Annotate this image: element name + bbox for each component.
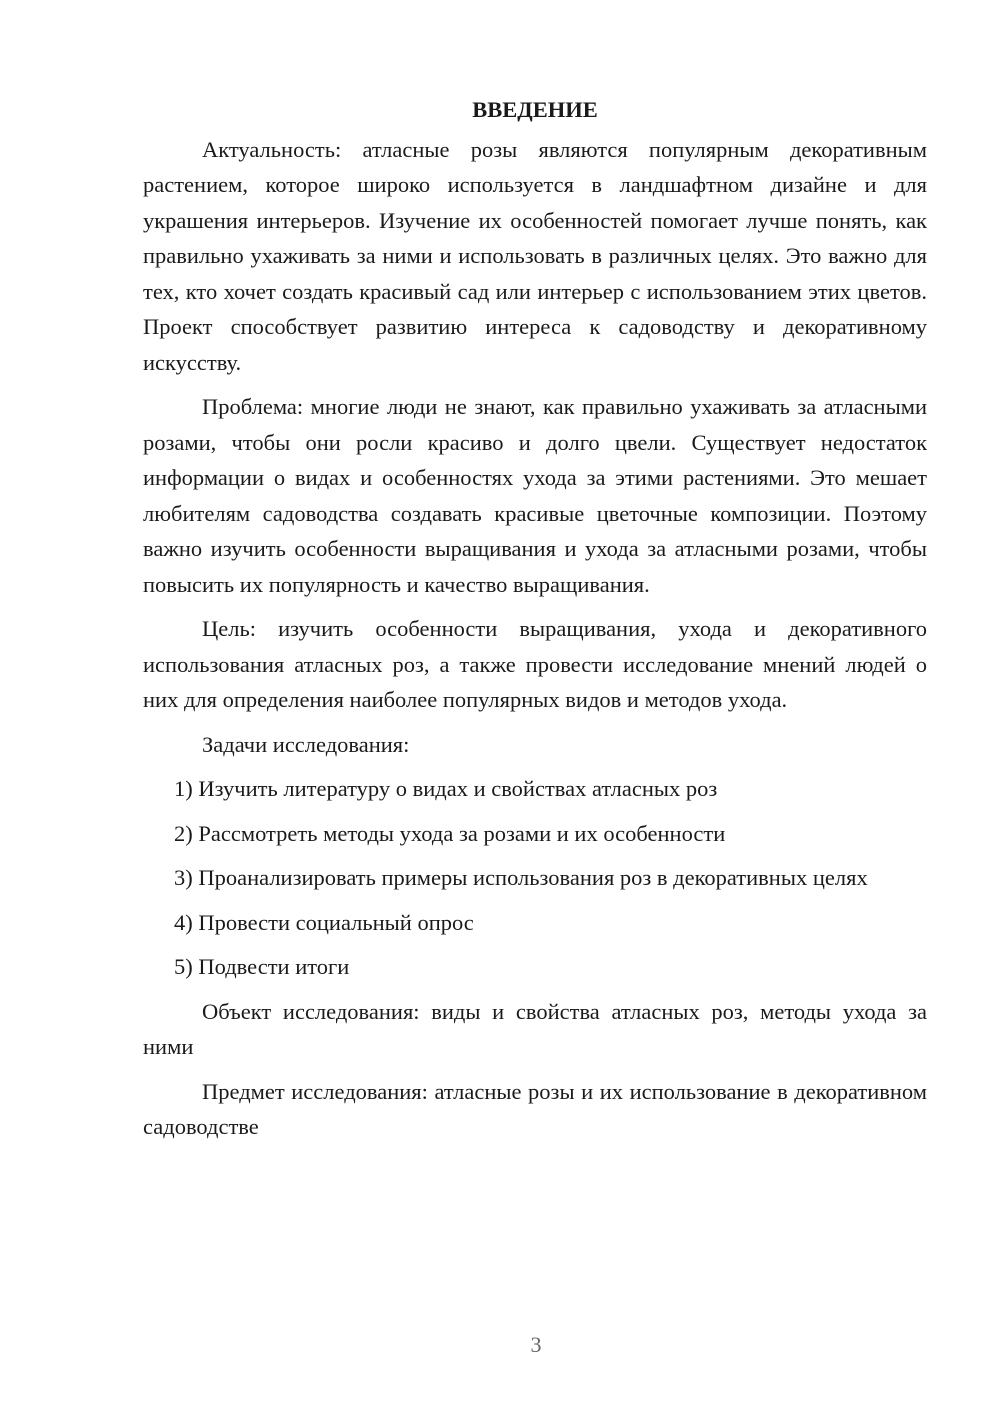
paragraph-object: Объект исследования: виды и свойства атласных роз, методы ухода за ними [143, 998, 927, 1059]
task-item: 3) Проанализировать примеры использования роз в декоративных целях [174, 865, 868, 890]
paragraph-goal: Цель: изучить особенности выращивания, ухода и декоративного использования атласных роз, а также провести исследование мнений людей о них для определения наиболее популярных видов и методов ухода. [143, 616, 927, 712]
page-number: 3 [530, 1332, 542, 1357]
task-item: 5) Подвести итоги [174, 954, 350, 979]
paragraph-relevance: Актуальность: атласные розы являются популярным декоративным растением, которое широко используется в ландшафтном дизайне и для украшения интерьеров. Изучение их особенностей помогает лучше понять, как правильно ухаживать за ними и использовать в различных целях. Это важно для тех, кто хочет создать красивый сад или интерьер с использованием этих цветов. Проект способствует развитию интереса к садоводству и декоративному искусству. [143, 136, 927, 375]
tasks-heading: Задачи исследования: [202, 731, 410, 757]
task-item: 1) Изучить литературу о видах и свойствах атласных роз [174, 776, 718, 801]
task-item: 2) Рассмотреть методы ухода за розами и их особенности [174, 820, 726, 846]
section-title: ВВЕДЕНИЕ [472, 97, 598, 122]
paragraph-problem: Проблема: многие люди не знают, как правильно ухаживать за атласными розами, чтобы они росли красиво и долго цвели. Существует недостаток информации о видах и особенностях ухода за этими растениями. Это мешает любителям садоводства создавать красивые цветочные композиции. Поэтому важно изучить особенности выращивания и ухода за атласными розами, чтобы повысить их популярность и качество выращивания. [143, 394, 927, 597]
document-page [143, 92, 927, 1154]
task-item: 4) Провести социальный опрос [174, 909, 474, 935]
paragraph-subject: Предмет исследования: атласные розы и их использование в декоративном садоводстве [143, 1078, 927, 1139]
